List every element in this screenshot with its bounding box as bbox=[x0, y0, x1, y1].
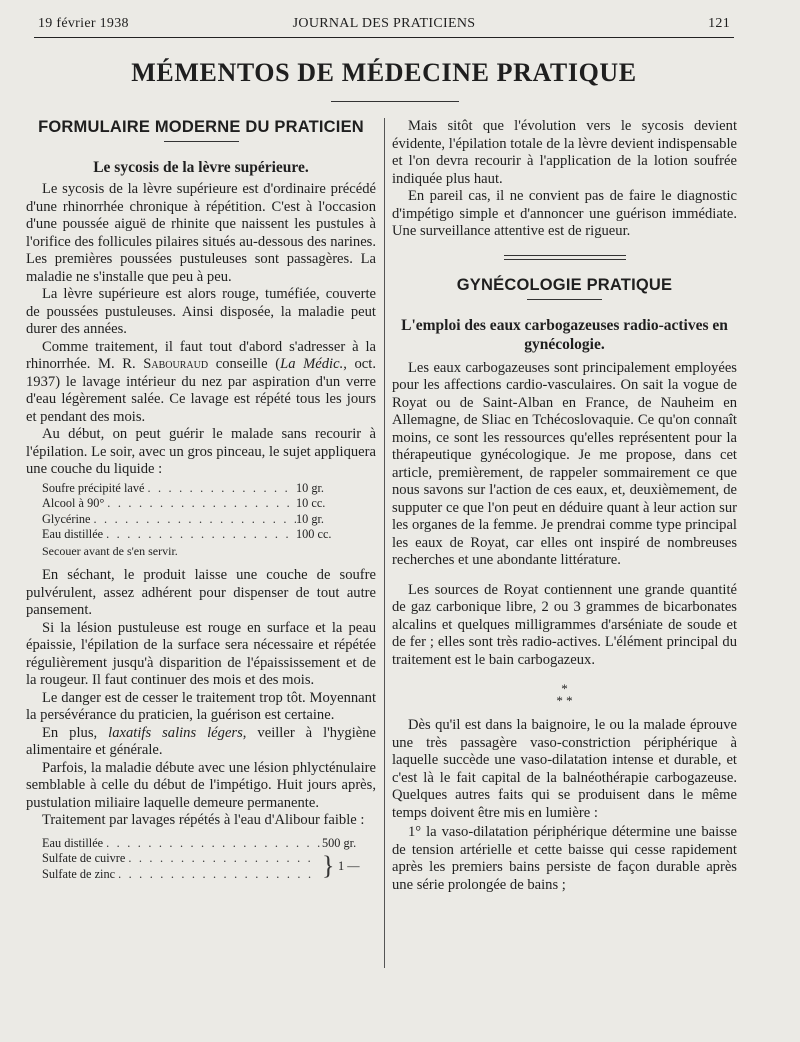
quantity: 10 gr. bbox=[296, 480, 325, 495]
recipe-row bbox=[42, 481, 358, 497]
ingredient: Alcool à 90° bbox=[42, 496, 105, 510]
brace: } bbox=[322, 851, 335, 880]
paragraph: 1° la vaso-dilatation périphérique détermine une baisse de tension artérielle et cette baisse qui cesse rapidement après les premiers bains persiste de façon durable après une série prolongée de bains ; bbox=[392, 824, 737, 893]
paragraph: En pareil cas, il ne convient pas de faire le diagnostic d'impétigo simple et d'annoncer une guérison immédiate. Une surveillance attentive est de rigueur. bbox=[392, 188, 737, 239]
issue-date: 19 février 1938 bbox=[38, 16, 129, 31]
main-title: MÉMENTOS DE MÉDECINE PRATIQUE bbox=[131, 58, 637, 87]
paragraph: Parfois, la maladie débute avec une lésion phlycténulaire semblable à celle du début de l'impétigo. Huit jours après, pustulation miliaire laquelle demeure permanente. bbox=[26, 759, 376, 811]
journal-title: JOURNAL DES PRATICIENS bbox=[292, 16, 476, 31]
running-head bbox=[38, 14, 730, 36]
article-title-eaux: L'emploi des eaux carbogazeuses radio-actives en gynécologie. bbox=[401, 316, 728, 353]
text-run: , veiller à l'hygiène alimentaire et générale. bbox=[26, 724, 376, 758]
section-title-formulaire: FORMULAIRE MODERNE DU PRATICIEN bbox=[38, 118, 364, 136]
paragraph bbox=[26, 725, 376, 760]
header-rule bbox=[34, 37, 734, 38]
recipe-row bbox=[42, 867, 318, 883]
recipe-row bbox=[42, 836, 370, 852]
ingredient: Sulfate de cuivre bbox=[42, 851, 126, 865]
ingredient: Sulfate de zinc bbox=[42, 866, 116, 881]
paragraph: La lèvre supérieure est alors rouge, tuméfiée, couverte de poussées pustuleuses. Ainsi disposée, la maladie peut durer des années. bbox=[26, 286, 376, 337]
paragraph bbox=[26, 339, 376, 427]
leader-dots bbox=[90, 512, 296, 528]
quantity: 10 gr. bbox=[296, 511, 325, 526]
right-column bbox=[392, 118, 737, 894]
section-rule bbox=[164, 141, 239, 142]
recipe-row bbox=[42, 851, 318, 867]
leader-dots bbox=[104, 496, 296, 512]
section-title-gynecologie: GYNÉCOLOGIE PRATIQUE bbox=[456, 275, 673, 294]
recipe-row bbox=[42, 527, 358, 543]
recipe-soufre bbox=[42, 481, 376, 560]
recipe-row bbox=[42, 512, 358, 528]
author-name: Sabouraud bbox=[143, 356, 209, 372]
quantity: 100 cc. bbox=[296, 527, 332, 541]
recipe-brace-group bbox=[42, 851, 376, 882]
asterism-bottom: * * bbox=[556, 693, 573, 708]
leader-dots bbox=[125, 851, 318, 867]
ingredient: Eau distillée bbox=[42, 835, 104, 850]
paragraph: Traitement par lavages répétés à l'eau d'Alibour faible : bbox=[42, 812, 365, 828]
italic-term: laxatifs salins légers bbox=[108, 724, 243, 741]
text-run: , oct. 1937) le lavage intérieur du nez par aspiration d'un verre d'eau légèrement salée. Ce lavage est répété tous les jours et pendant des mois. bbox=[26, 356, 376, 425]
leader-dots bbox=[103, 527, 296, 543]
title-rule bbox=[331, 101, 459, 102]
paragraph: Le danger est de cesser le traitement trop tôt. Moyennant la persévérance du praticien, la guérison est certaine. bbox=[26, 689, 376, 723]
leader-dots bbox=[103, 836, 322, 852]
ingredient: Glycérine bbox=[42, 511, 91, 526]
paragraph: Dès qu'il est dans la baignoire, le ou la malade éprouve une très passagère vaso-constriction périphérique à laquelle succède une vaso-dilatation intense et durable, et c'est là le fait capital de la balnéothérapie carbogazeuse. Quelques autres faits qui se produisent dans le même temps doivent être mis en lumière : bbox=[392, 717, 737, 821]
column-divider bbox=[384, 118, 385, 968]
reference-title: La Médic. bbox=[280, 356, 344, 372]
left-column bbox=[26, 118, 376, 882]
page-number: 121 bbox=[708, 16, 730, 31]
article-title-sycosis: Le sycosis de la lèvre supérieure. bbox=[93, 159, 309, 176]
paragraph: Au début, on peut guérir le malade sans recourir à l'épilation. Le soir, avec un gros pinceau, le sujet appliquera une couche du liquide : bbox=[26, 426, 376, 477]
leader-dots bbox=[115, 867, 318, 883]
asterism-top: * bbox=[561, 681, 568, 696]
paragraph: Si la lésion pustuleuse est rouge en surface et la peau épaissie, l'épilation de la surface sera nécessaire et répétée régulièrement jusqu'à disparition de l'épaississement et de la rougeur. Il faut continuer des mois et des mois. bbox=[26, 619, 376, 688]
double-rule bbox=[504, 255, 626, 260]
ingredient: Eau distillée bbox=[42, 527, 104, 541]
leader-dots bbox=[144, 481, 296, 497]
quantity: 500 gr. bbox=[322, 835, 357, 850]
section-rule bbox=[527, 299, 602, 300]
ingredient: Soufre précipité lavé bbox=[42, 480, 145, 495]
paragraph: Les eaux carbogazeuses sont principalement employées pour les affections cardio-vasculaires. On sait la vogue de Royat ou de Saint-Alban en France, de Nauheim en Allemagne, de Sliac en Tchécoslovaquie. Ce qu'on connaît moins, ce sont les ressources qu'elles représentent pour la thérapeutique gynécologique. Je me propose, dans cet article, premièrement, de rappeler sommairement ce que nous savons sur l'action de ces eaux, et, deuxièmement, de supputer ce que l'on peut en déduire quant à leur action sur les organes de la femme. Je prendrai comme type principal les eaux de Royat, car elles ont inspiré de nombreuses recherches et une abondante littérature. bbox=[392, 359, 737, 568]
paragraph: Les sources de Royat contiennent une grande quantité de gaz carbonique libre, 2 ou 3 grammes de bicarbonates alcalins et quelques milligrammes d'arséniate de soude et de fer ; elles sont très radio-actives. L'élément principal du traitement est le bain carbogazeux. bbox=[392, 581, 737, 668]
text-run: En plus, bbox=[42, 724, 98, 741]
quantity: 1 — bbox=[338, 859, 360, 873]
text-run: conseille ( bbox=[215, 356, 281, 372]
asterism bbox=[392, 683, 737, 707]
paragraph: Le sycosis de la lèvre supérieure est d'ordinaire précédé d'une rhinorrhée chronique à répétition. C'est à l'occasion d'une poussée aiguë de rhinite que naissent les pustules à l'orifice des follicules pilaires situés au-dessous des narines. Les premières poussées pustuleuses sont passagères. La maladie ne s'installe que peu à peu. bbox=[26, 181, 376, 285]
recipe-alibour bbox=[42, 836, 376, 883]
recipe-note: Secouer avant de s'en servir. bbox=[42, 543, 178, 558]
text-run: Comme traitement, il faut tout d'abord s'adresser à la rhinorrhée. M. R. bbox=[26, 338, 376, 372]
quantity: 10 cc. bbox=[296, 496, 326, 510]
recipe-row bbox=[42, 496, 358, 512]
paragraph: Mais sitôt que l'évolution vers le sycosis devient évidente, l'épilation totale de la lèvre devient indispensable et l'on devra recourir à l'application de la lotion soufrée indiquée plus haut. bbox=[392, 118, 737, 187]
paragraph: En séchant, le produit laisse une couche de soufre pulvérulent, assez adhérent pour dispenser de tout autre pansement. bbox=[26, 567, 376, 618]
